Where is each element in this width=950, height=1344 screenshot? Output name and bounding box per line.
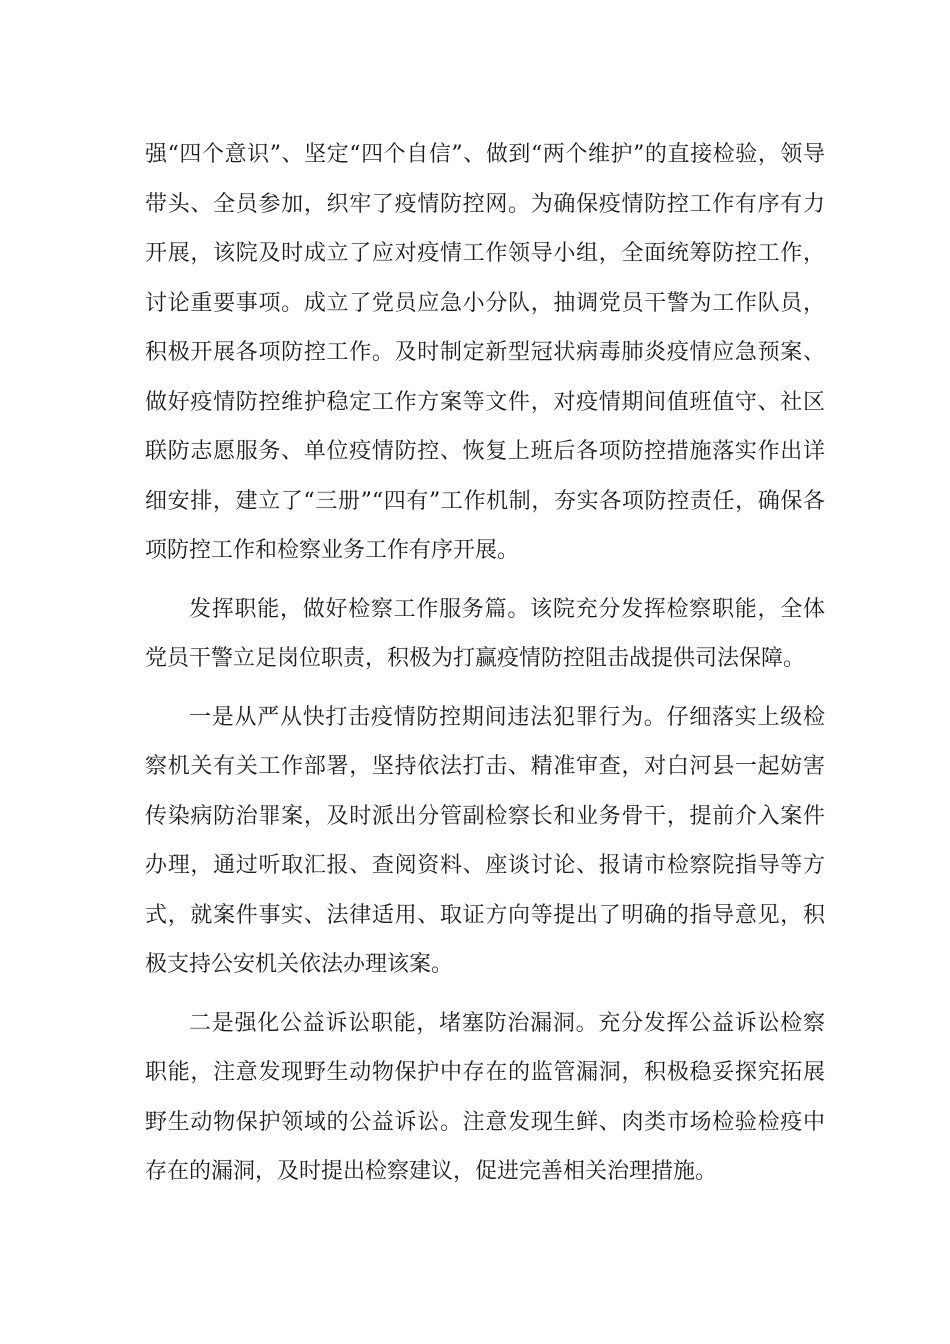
paragraph-point-two: 二是强化公益诉讼职能，堵塞防治漏洞。充分发挥公益诉讼检察职能，注意发现野生动物保护中存在的监管漏洞，积极稳妥探究拓展野生动物保护领域的公益诉讼。注意发现生鲜、肉类市场检验检疫中存在的漏洞，及时提出检察建议，促进完善相关治理措施。 bbox=[145, 1010, 825, 1184]
paragraph-continuation: 强“四个意识”、坚定“四个自信”、做到“两个维护”的直接检验，领导带头、全员参加，织牢了疫情防控网。为确保疫情防控工作有序有力开展，该院及时成立了应对疫情工作领导小组，全面统筹防控工作，讨论重要事项。成立了党员应急小分队，抽调党员干警为工作队员，积极开展各项防控工作。及时制定新型冠状病毒肺炎疫情应急预案、做好疫情防控维护稳定工作方案等文件，对疫情期间值班值守、社区联防志愿服务、单位疫情防控、恢复上班后各项防控措施落实作出详细安排，建立了“三册”“四有”工作机制，夯实各项防控责任，确保各项防控工作和检察业务工作有序开展。 bbox=[145, 142, 825, 563]
paragraph-section-heading: 发挥职能，做好检察工作服务篇。该院充分发挥检察职能，全体党员干警立足岗位职责，积极为打赢疫情防控阻击战提供司法保障。 bbox=[145, 596, 825, 671]
paragraph-point-one: 一是从严从快打击疫情防控期间违法犯罪行为。仔细落实上级检察机关有关工作部署，坚持依法打击、精准审查，对白河县一起妨害传染病防治罪案，及时派出分管副检察长和业务骨干，提前介入案件办理，通过听取汇报、查阅资料、座谈讨论、报请市检察院指导等方式，就案件事实、法律适用、取证方向等提出了明确的指导意见，积极支持公安机关依法办理该案。 bbox=[145, 704, 825, 977]
document-body bbox=[145, 130, 825, 1197]
